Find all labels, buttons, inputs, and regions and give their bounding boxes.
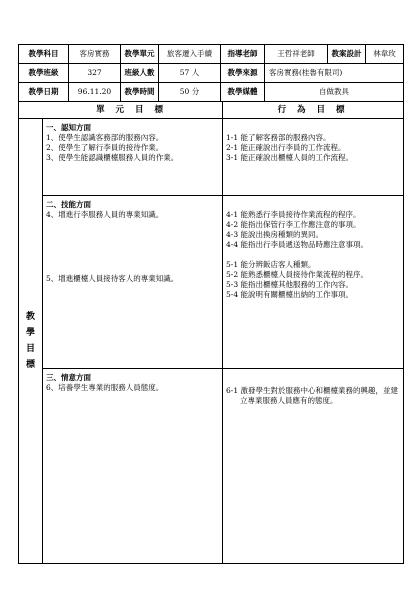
skill-title: 二、技能方面 [46,200,91,209]
behavior-objectives-header: 行 為 目 標 [223,102,404,119]
side-char-3: 目 [25,344,35,354]
behavior-item-5-1: 5-1 能分辨飯店客人種類。 [226,260,316,269]
media-label: 教學媒體 [221,83,265,102]
behavior-item-5-2: 5-2 能熟悉櫃檯人員接待作業流程的程序。 [226,270,368,279]
teaching-objectives-side-label [19,119,43,564]
subject-value: 客房實務 [69,45,121,64]
date-value: 96.11.20 [69,83,121,102]
unit-objectives-header: 單 元 目 標 [19,102,223,119]
affective-unit-cell [43,369,223,564]
unit-item-2: 2、使學生了解行李員的接待作業。 [46,143,164,152]
unit-item-5: 5、增進櫃檯人員接待客人的專業知識。 [46,274,179,283]
class-value: 327 [69,64,121,83]
cognitive-title: 一、認知方面 [46,123,91,132]
behavior-item-6-1: 6-1 激發學生對於服務中心和櫃檯業務的興趣，並建立專業服務人員應有的態度。 [226,386,398,405]
affective-title: 三、情意方面 [46,373,91,382]
cognitive-unit-cell [43,119,223,196]
source-value: 客房實務(桂魯有限司) [265,64,404,83]
info-table [18,44,404,102]
behavior-item-5-3: 5-3 能指出櫃檯其他服務的工作內容。 [226,280,353,289]
unit-item-6: 6、培養學生專業的服務人員態度。 [46,383,164,392]
side-char-1: 教 [25,312,35,322]
skill-unit-cell [43,196,223,369]
side-char-4: 標 [25,360,35,370]
lesson-plan-sheet [18,44,403,564]
designer-value: 林韋玫 [366,45,404,64]
designer-label: 教案設計 [328,45,366,64]
cognitive-behavior-cell [223,119,404,196]
unit-value: 旅客遷入手續 [159,45,221,64]
unit-label: 教學單元 [121,45,159,64]
class-label: 教學班級 [19,64,69,83]
students-label: 班級人數 [121,64,159,83]
subject-label: 教學科目 [19,45,69,64]
time-label: 教學時間 [121,83,159,102]
behavior-item-3-1: 3-1 能正確說出櫃檯人員的工作流程。 [226,153,353,162]
behavior-item-1-1: 1-1 能了解客務部的服務內容。 [226,133,331,142]
date-label: 教學日期 [19,83,69,102]
unit-item-4: 4、增進行李服務人員的專業知識。 [46,210,164,219]
unit-item-1: 1、使學生認識客務部的服務內容。 [46,133,164,142]
students-value: 57 人 [159,64,221,83]
behavior-item-5-4: 5-4 能說明有關櫃檯出納的工作事項。 [226,290,353,299]
skill-behavior-cell [223,196,404,369]
affective-behavior-cell [223,369,404,564]
behavior-item-4-2: 4-2 能指出保管行李工作應注意的事項。 [226,220,361,229]
side-char-2: 學 [25,328,35,338]
time-value: 50 分 [159,83,221,102]
behavior-item-4-3: 4-3 能說出換房種類的異同。 [226,230,323,239]
teacher-label: 指導老師 [221,45,265,64]
objectives-table [18,101,404,564]
unit-item-3: 3、使學生能認識櫃檯服務人員的作業。 [46,153,179,162]
behavior-item-2-1: 2-1 能正確說出行李員的工作流程。 [226,143,346,152]
teacher-value: 王哲祥老師 [265,45,328,64]
media-value: 自做教具 [265,83,404,102]
behavior-item-4-1: 4-1 能熟悉行李員接待作業流程的程序。 [226,210,361,219]
source-label: 教學來源 [221,64,265,83]
behavior-item-4-4: 4-4 能指出行李員遞送物品時應注意事項。 [226,240,368,249]
